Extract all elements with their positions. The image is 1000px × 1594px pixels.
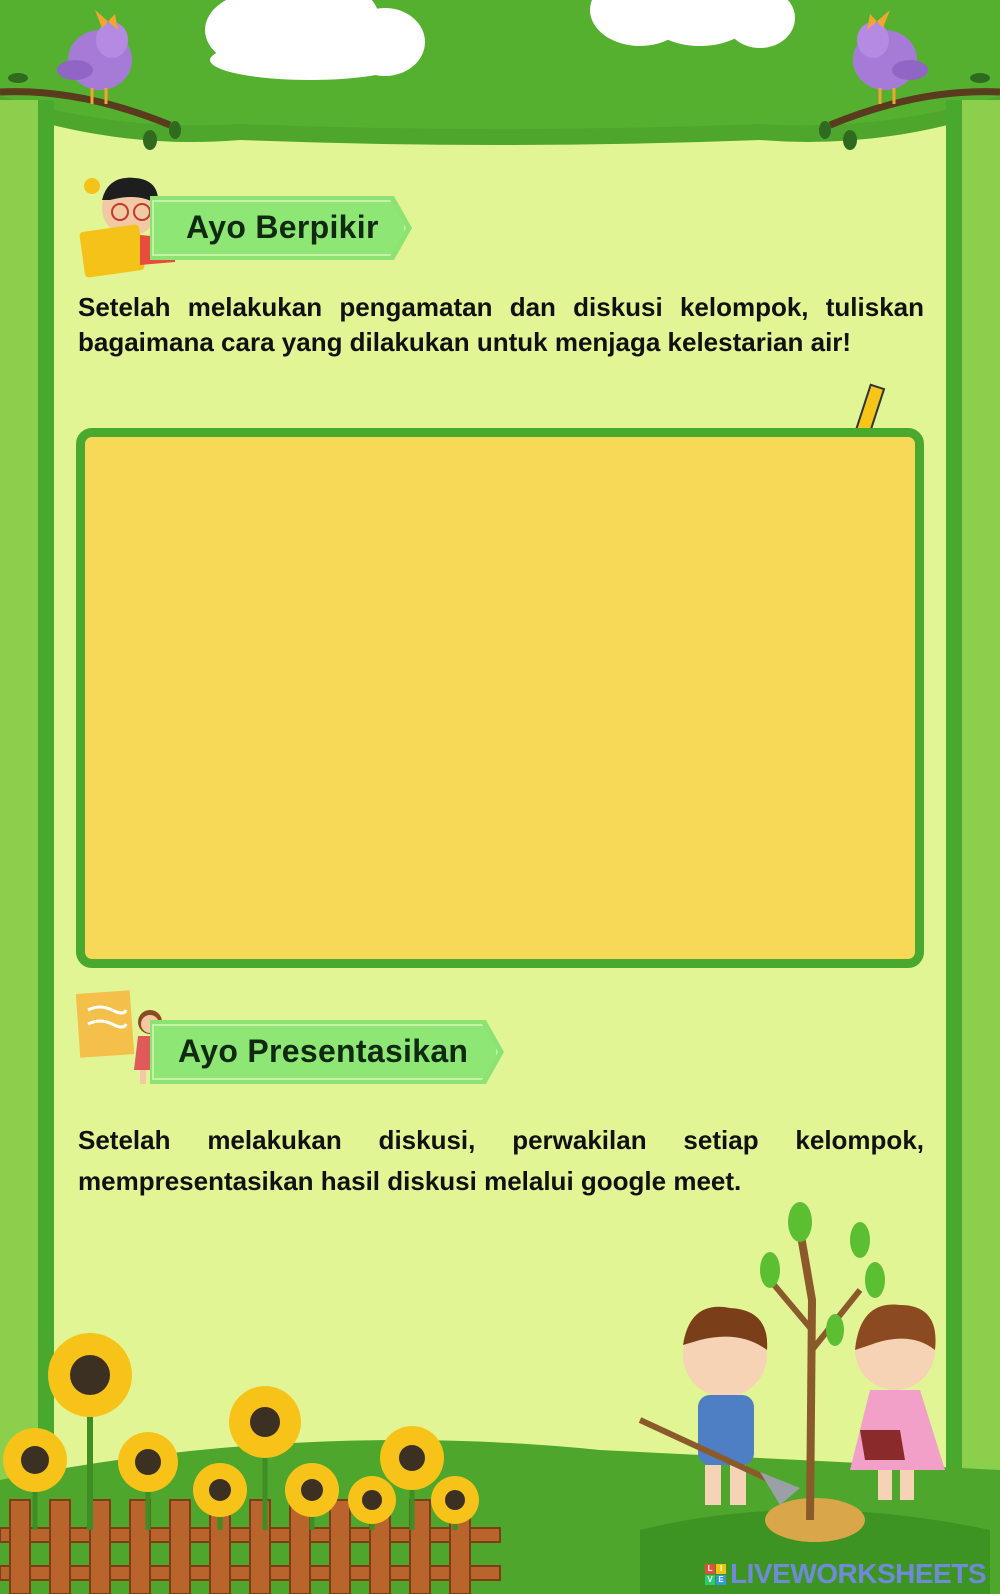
planting-kids-icon bbox=[640, 1202, 990, 1594]
liveworksheets-logo bbox=[705, 1558, 986, 1590]
section-banner-present bbox=[0, 1020, 510, 1084]
present-instructions: Setelah melakukan diskusi, perwakilan setiap kelompok, mempresentasikan hasil diskusi melalui google meet. bbox=[78, 1125, 924, 1196]
left-border bbox=[38, 100, 54, 1500]
section-title-think: Ayo Berpikir bbox=[186, 209, 379, 245]
think-instructions: Setelah melakukan pengamatan dan diskusi kelompok, tuliskan bagaimana cara yang dilakukan untuk menjaga kelestarian air! bbox=[78, 292, 924, 357]
right-border bbox=[946, 100, 962, 1500]
liveworksheets-badge-icon: L I V E bbox=[705, 1564, 726, 1585]
cloud-icon bbox=[590, 0, 795, 48]
section-banner-think bbox=[0, 196, 420, 260]
cloud-icon bbox=[205, 0, 425, 80]
answer-box[interactable] bbox=[76, 428, 924, 968]
section-title-present: Ayo Presentasikan bbox=[178, 1033, 469, 1069]
watermark-text: LIVEWORKSHEETS bbox=[730, 1558, 986, 1589]
